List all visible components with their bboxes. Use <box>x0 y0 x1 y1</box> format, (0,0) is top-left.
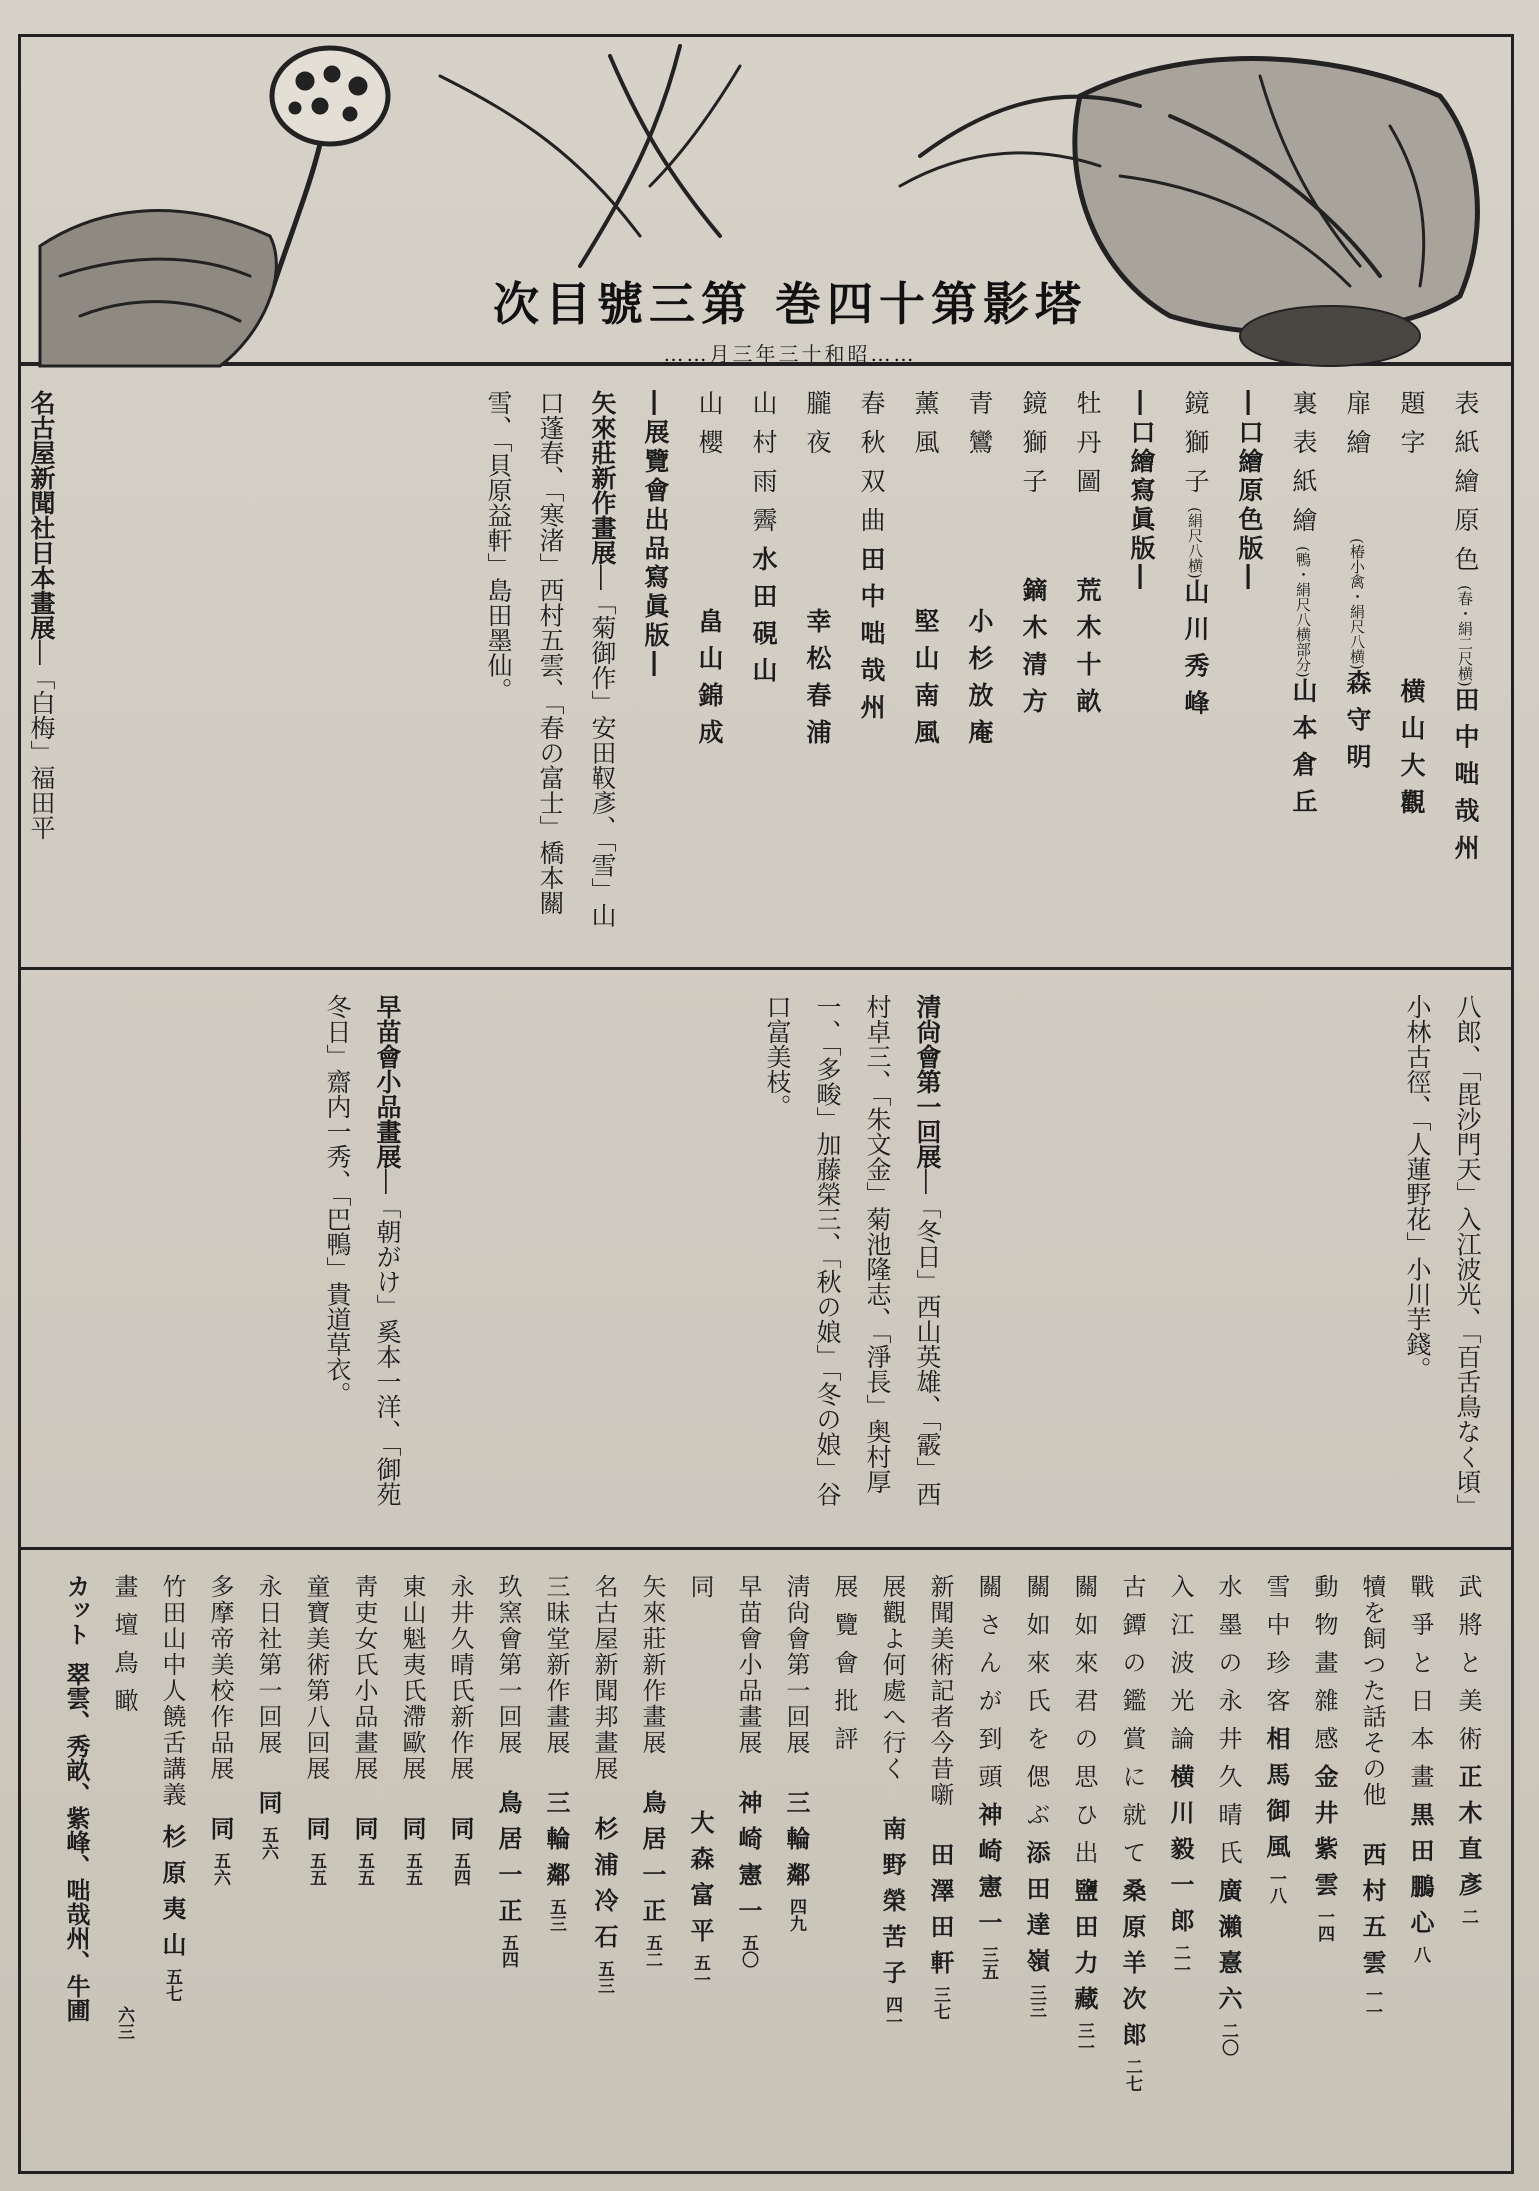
review-entry: 早苗會小品畫展神崎憲一五〇 <box>734 1574 762 1968</box>
article-entry: 水墨の永井久晴氏廣瀨憙六二〇 <box>1214 1574 1242 2056</box>
article-entry: 關如來君の思ひ出鹽田力藏三一 <box>1070 1574 1098 2056</box>
exhibit-entry: 名古屋新聞社日本畫展―「白梅」福田平 <box>27 390 56 840</box>
exhibit-entry: 清尙會第一回展―「冬日」西山英雄、「霰」西村卓三、「朱文金」菊池隆志、「淨長」奥村厚一、「多畯」加藤榮三、「秋の娘」「冬の娘」谷口富美枝。 <box>763 994 942 1507</box>
review-header: 展覽會批評 <box>830 1574 858 1764</box>
frontispiece-entry: 扉繪(椿小禽・絹尺八横)森守明 <box>1343 390 1372 781</box>
article-entry: 犢を飼つた話その他西村五雲一一 <box>1358 1574 1386 2020</box>
review-entry: 童寶美術第八回展同五五 <box>302 1574 330 1886</box>
issue-date: ……昭和十三年三月…… <box>663 342 917 366</box>
review-entry: 永日社第一回展同五六 <box>254 1574 282 1860</box>
article-entry: 武將と美術正木直彥二 <box>1454 1574 1482 1925</box>
photo-plate: 春秋双曲田中咄哉州 <box>857 390 886 731</box>
cut-credits: カット翠雲、秀畝、紫峰、咄哉州、牛圃 <box>62 1574 90 2022</box>
lecture-entry: 竹田山中人饒舌講義杉原夷山五七 <box>158 1574 186 2002</box>
photo-plate: 鏡獅子鏑木清方 <box>1019 390 1048 725</box>
photo-plate: 薰風堅山南風 <box>911 390 940 756</box>
review-entry: 同大森富平五一 <box>686 1574 714 1988</box>
exhibit-continued: 八郎、「毘沙門天」入江波光、「百舌鳥なく頃」小林古徑、「人蓮野花」小川芋錢。 <box>1403 994 1482 1519</box>
photo-plate: 山櫻畠山錦成 <box>695 390 724 756</box>
article-entry: 新聞美術記者今昔噺田澤田軒三七 <box>926 1574 954 2020</box>
article-entry: 關さんが到頭神崎憲一三五 <box>974 1574 1002 1980</box>
review-entry: 矢來莊新作畫展鳥居一正五二 <box>638 1574 666 1968</box>
photo-plates-header: ―口繪寫眞版― <box>1127 390 1156 593</box>
photo-plate: 朧夜幸松春浦 <box>803 390 832 756</box>
review-entry: 淸尙會第一回展三輪鄰四九 <box>782 1574 810 1932</box>
photo-plate: 青鸞小杉放庵 <box>965 390 994 756</box>
plates-panel <box>20 366 1512 970</box>
review-entry: 三昧堂新作畫展三輪鄰五三 <box>542 1574 570 1932</box>
photo-plate: 牡丹圖荒木十畝 <box>1073 390 1102 725</box>
colour-plate: 鏡獅子(絹尺八横)山川秀峰 <box>1181 390 1210 727</box>
exhibit-entry: 矢來莊新作畫展―「菊御作」安田靫彥、「雪」山口蓬春、「寒渚」西村五雲、「春の富士」橋本關雪、「貝原益軒」島田墨仙。 <box>484 390 617 928</box>
calligraphy-entry: 題字横山大觀 <box>1397 390 1426 826</box>
exhibit-entry: 早苗會小品畫展―「朝がけ」奚本一洋、「御苑冬日」齋内一秀、「巴鴨」貴道草衣。 <box>323 994 402 1507</box>
cartoon-entry: 畫壇鳥瞰六三 <box>110 1574 138 2040</box>
article-entry: 古鐔の鑑賞に就て桑原羊次郎二七 <box>1118 1574 1146 2092</box>
exhibit-plates-header: ―展覽會出品寫眞版― <box>641 390 670 680</box>
article-entry: 動物畫雜感金井紫雲一四 <box>1310 1574 1338 1942</box>
review-entry: 永井久晴氏新作展同五四 <box>446 1574 474 1886</box>
colour-plates-header: ―口繪原色版― <box>1235 390 1264 593</box>
exhibitions-panel <box>20 970 1512 1550</box>
article-entry: 戰爭と日本畫黒田鵬心八 <box>1406 1574 1434 1963</box>
articles-panel <box>20 1550 1512 2172</box>
article-entry: 展觀よ何處へ行く南野榮苦子四一 <box>878 1574 906 2030</box>
page-title: 塔影第十四巻 第三號目次 <box>492 277 1087 331</box>
review-entry: 靑吏女氏小品畫展同五五 <box>350 1574 378 1886</box>
header <box>20 36 1512 366</box>
photo-plate: 山村雨霽水田硯山 <box>749 390 778 694</box>
back-cover-entry: 裏表紙繪(鴨・絹尺八横部分)山本倉丘 <box>1289 390 1318 826</box>
review-entry: 東山魁夷氏滯歐展同五五 <box>398 1574 426 1886</box>
review-entry: 名古屋新聞邦畫展杉浦冷石五三 <box>590 1574 618 1994</box>
cover-entry: 表紙繪原色(春・絹二尺横)田中咄哉州 <box>1451 390 1480 872</box>
article-entry: 入江波光論横川毅一郎二一 <box>1166 1574 1194 1978</box>
review-entry: 玖窯會第一回展鳥居一正五四 <box>494 1574 522 1968</box>
article-entry: 關如來氏を偲ぶ添田達嶺三三 <box>1022 1574 1050 2018</box>
review-entry: 多摩帝美校作品展同五六 <box>206 1574 234 1886</box>
article-entry: 雪中珍客相馬御風一八 <box>1262 1574 1290 1904</box>
